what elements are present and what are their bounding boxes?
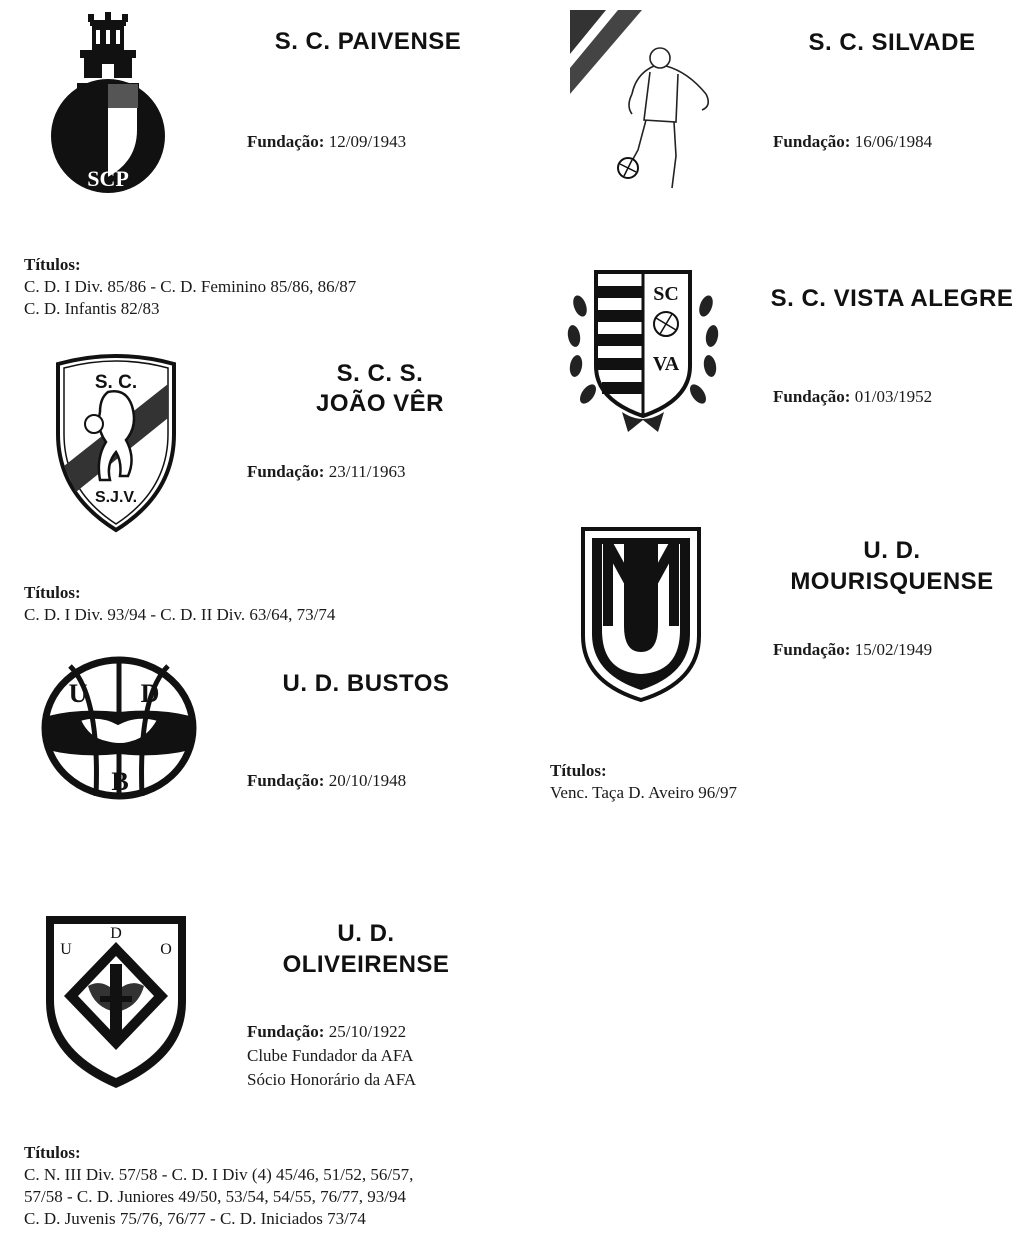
joao-ver-fundacao-label: Fundação: (247, 462, 325, 481)
bustos-fundacao (247, 770, 406, 792)
joao-ver-title-line-1: S. C. S. (336, 360, 424, 387)
vista-alegre-crest-sc: SC (653, 283, 679, 305)
mourisquense-fundacao-label: Fundação: (773, 640, 851, 659)
joao-ver-crest (50, 354, 182, 534)
oliveirense-extra-line-2: Sócio Honorário da AFA (247, 1070, 417, 1089)
oliveirense-crest-o: O (160, 941, 172, 958)
oliveirense-crest (42, 912, 190, 1092)
paivense-titulos-line-2: C. D. Infantis 82/83 (24, 299, 160, 318)
bustos-fundacao-date: 20/10/1948 (328, 771, 407, 790)
joao-ver-titulos-heading: Títulos: (24, 583, 81, 602)
oliveirense-crest-d: D (110, 925, 122, 942)
vista-alegre-fundacao-label: Fundação: (773, 387, 851, 406)
vista-alegre-fundacao (773, 386, 932, 408)
paivense-title: S. C. PAIVENSE (274, 28, 462, 55)
oliveirense-fundacao-date: 25/10/1922 (328, 1022, 407, 1041)
oliveirense-fundacao (247, 1021, 406, 1043)
vista-alegre-crest (562, 266, 724, 438)
silvade-fundacao-label: Fundação: (773, 132, 851, 151)
mourisquense-fundacao-date: 15/02/1949 (854, 640, 933, 659)
mourisquense-titulos-line-1: Venc. Taça D. Aveiro 96/97 (550, 783, 738, 802)
joao-ver-titulos-line-1: C. D. I Div. 93/94 - C. D. II Div. 63/64, 73/74 (24, 605, 336, 624)
joao-ver-crest-top: S. C. (94, 372, 138, 393)
oliveirense-fundacao-label: Fundação: (247, 1022, 325, 1041)
paivense-fundacao (247, 131, 406, 153)
joao-ver-crest-bottom: S.J.V. (94, 489, 138, 506)
vista-alegre-title: S. C. VISTA ALEGRE (770, 285, 1014, 312)
paivense-titulos-heading: Títulos: (24, 255, 81, 274)
oliveirense-title-line-2: OLIVEIRENSE (282, 951, 450, 978)
paivense-crest (48, 12, 168, 198)
silvade-fundacao-date: 16/06/1984 (854, 132, 933, 151)
paivense-titulos-line-1: C. D. I Div. 85/86 - C. D. Feminino 85/86, 86/87 (24, 277, 357, 296)
vista-alegre-crest-va: VA (652, 353, 680, 375)
bustos-crest-u: U (68, 679, 88, 708)
bustos-crest-b: B (111, 767, 129, 796)
oliveirense-titulos-line-2: 57/58 - C. D. Juniores 49/50, 53/54, 54/55, 76/77, 93/94 (24, 1187, 407, 1206)
paivense-crest-letters: SCP (87, 166, 129, 191)
mourisquense-title-line-1: U. D. (863, 537, 921, 564)
joao-ver-fundacao-date: 23/11/1963 (328, 462, 406, 481)
bustos-crest-d: D (140, 679, 160, 708)
oliveirense-titulos-line-1: C. N. III Div. 57/58 - C. D. I Div (4) 45/46, 51/52, 56/57, (24, 1165, 414, 1184)
vista-alegre-fundacao-date: 01/03/1952 (854, 387, 933, 406)
paivense-fundacao-label: Fundação: (247, 132, 325, 151)
silvade-title: S. C. SILVADE (808, 29, 976, 56)
oliveirense-title-line-1: U. D. (337, 920, 395, 947)
oliveirense-extra-line-1: Clube Fundador da AFA (247, 1046, 414, 1065)
silvade-fundacao (773, 131, 932, 153)
paivense-fundacao-date: 12/09/1943 (328, 132, 407, 151)
oliveirense-titulos-heading: Títulos: (24, 1143, 81, 1162)
mourisquense-title-line-2: MOURISQUENSE (790, 568, 994, 595)
mourisquense-titulos-heading: Títulos: (550, 761, 607, 780)
mourisquense-fundacao (773, 639, 932, 661)
mourisquense-crest (580, 526, 702, 702)
bustos-crest (40, 656, 198, 800)
bustos-fundacao-label: Fundação: (247, 771, 325, 790)
oliveirense-titulos-line-3: C. D. Juvenis 75/76, 76/77 - C. D. Iniciados 73/74 (24, 1209, 366, 1228)
oliveirense-crest-u: U (60, 941, 72, 958)
bustos-title: U. D. BUSTOS (282, 670, 450, 697)
silvade-crest (566, 10, 720, 196)
joao-ver-fundacao (247, 461, 406, 483)
joao-ver-title-line-2: JOÃO VÊR (315, 390, 445, 417)
